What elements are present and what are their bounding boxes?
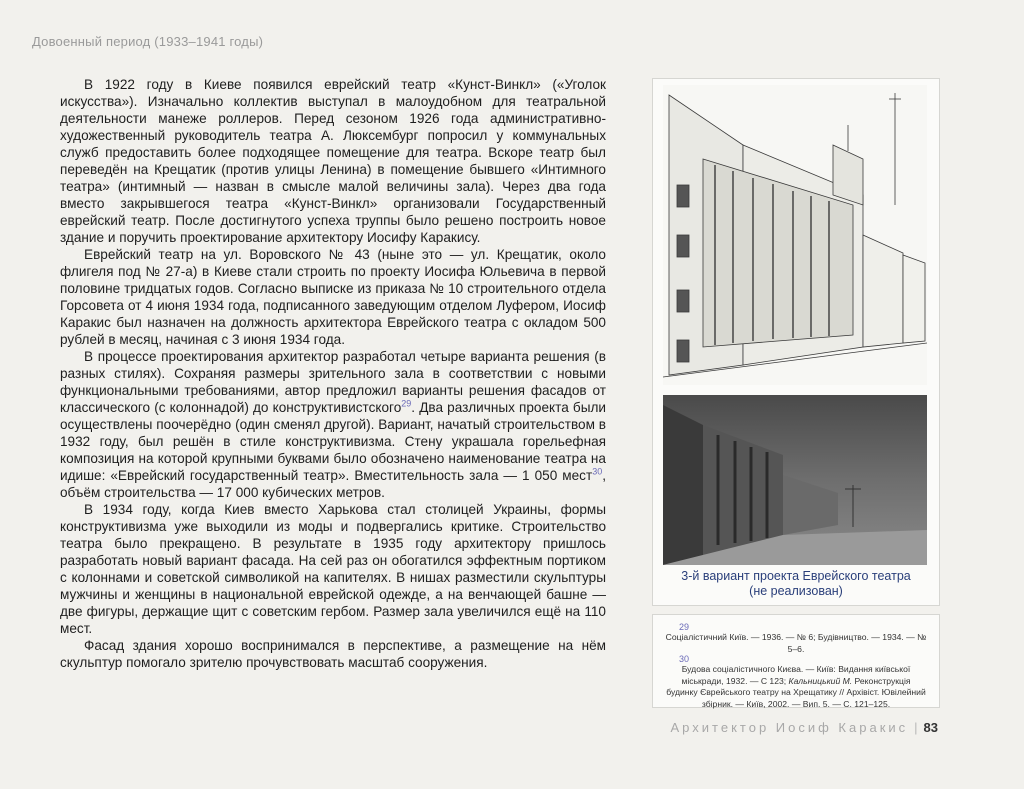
- paragraph-text: В процессе проектирования архитектор разработал четыре варианта решения (в разных стилях). Сохраняя размеры зрительного зала в соответствии с новыми функциональными требованиями, автор предложил варианты решения фасадов от классического (с колоннадой) до конструктивистского: [60, 349, 606, 415]
- footnote-number-29: 29: [679, 622, 690, 632]
- paragraph-text: Еврейский театр на ул. Воровского № 43 (ныне это — ул. Крещатик, около флигеля под № 27-а) в Киеве стали строить по проекту Иосифа Юльевича в первой половине тридцатых годов. Согласно выписке из приказа № 10 строительного отдела Горсовета от 4 июня 1934 года, подписанного заведующим отделом Луфером, Иосиф Каракис был назначен на должность архитектора Еврейского театра с окладом 500 рублей в месяц, начиная с 3 июня 1934 года.: [60, 247, 606, 347]
- paragraph-text: В 1934 году, когда Киев вместо Харькова стал столицей Украины, формы конструктивизма уже выходили из моды и подвергались критике. Строительство театра было прекращено. В результате в 1935 году архитектору пришлось разработать новый вариант фасада. На сей раз он обогатился эффектным портиком с колоннами и советской символикой на капителях. В нишах разместили скульптуры мужчины и женщины в национальной еврейской одежде, а на венчающей башне — две фигуры, держащие щит с советским гербом. Размер зала увеличился ещё на 110 мест.: [60, 502, 606, 636]
- figure-caption-line-2: (не реализован): [749, 584, 843, 598]
- theatre-perspective-drawing: [663, 85, 927, 385]
- footnote-29: Соціалістичний Київ. — 1936. — № 6; Будівництво. — 1934. — № 5–6.: [665, 632, 927, 654]
- footnote-number-30: 30: [679, 654, 690, 664]
- figure-caption: [661, 569, 931, 599]
- footnote-30-part-2: Реконструкція будинку Єврейського театру на Хрещатику // Архівіст. Ювілейний збірник. — Київ, 2002. — Вип. 5. — С. 121–125.: [666, 675, 926, 709]
- footnotes: [665, 623, 927, 710]
- figure-caption-line-1: 3-й вариант проекта Еврейского театра: [681, 569, 911, 583]
- footnotes-box: [652, 614, 940, 708]
- figure-box: [652, 78, 940, 606]
- footnote-ref[interactable]: 29: [401, 398, 412, 409]
- body-paragraph: [60, 637, 606, 671]
- body-paragraph: [60, 76, 606, 246]
- page-number: 83: [923, 720, 938, 735]
- body-text: [60, 76, 606, 671]
- page-footer: [671, 720, 938, 735]
- paragraph-text: , объём строительства — 17 000 кубических метров.: [60, 468, 606, 500]
- body-paragraph: [60, 246, 606, 348]
- footnote-30-part-1: Будова соціалістичного Києва. — Київ: Видання київської міськради, 1932. — С 123;: [681, 664, 911, 686]
- theatre-street-photo: [663, 395, 927, 565]
- paragraph-text: . Два различных проекта были осуществлены поочерёдно (один сменял другой). Вариант, начатый строительством в 1932 году, был решён в стиле конструктивизма. Стену украшала горельефная композиция на которой крупными буквами было обозначено наименование театра на идише: «Еврейский государственный театр». Вместительность зала — 1 050 мест: [60, 400, 606, 483]
- footer-separator: |: [914, 720, 918, 735]
- footnote-ref[interactable]: 30: [592, 466, 603, 477]
- footer-book-title: Архитектор Иосиф Каракис: [670, 720, 909, 735]
- footnote-30: [665, 664, 927, 710]
- body-paragraph: [60, 501, 606, 637]
- paragraph-text: В 1922 году в Киеве появился еврейский театр «Кунст-Винкл» («Уголок искусства»). Изначально коллектив выступал в малоудобном для театральной деятельности манеже роллеров. Перед сезоном 1926 года административно-художественный руководитель театра А. Люксембург попросил у коммунальных служб предоставить более подходящее помещение для театра. Вскоре театр был переведён на Крещатик (против улицы Ленина) в помещение бывшего «Интимного театра» (интимный — назван в смысле малой величины зала). Через два года вместо закрывшегося театра «Кунст-Винкл» организовали Государственный еврейский театр. После достигнутого успеха труппы было решено построить новое здание и поручить проектирование архитектору Иосифу Каракису.: [60, 77, 606, 245]
- footnote-30-author: Кальницький М.: [788, 675, 853, 686]
- paragraph-text: Фасад здания хорошо воспринимался в перспективе, а размещение на нём скульптур помогало зрителю прочувствовать масштаб сооружения.: [60, 638, 606, 670]
- body-paragraph: [60, 348, 606, 501]
- running-head: Довоенный период (1933–1941 годы): [32, 34, 264, 49]
